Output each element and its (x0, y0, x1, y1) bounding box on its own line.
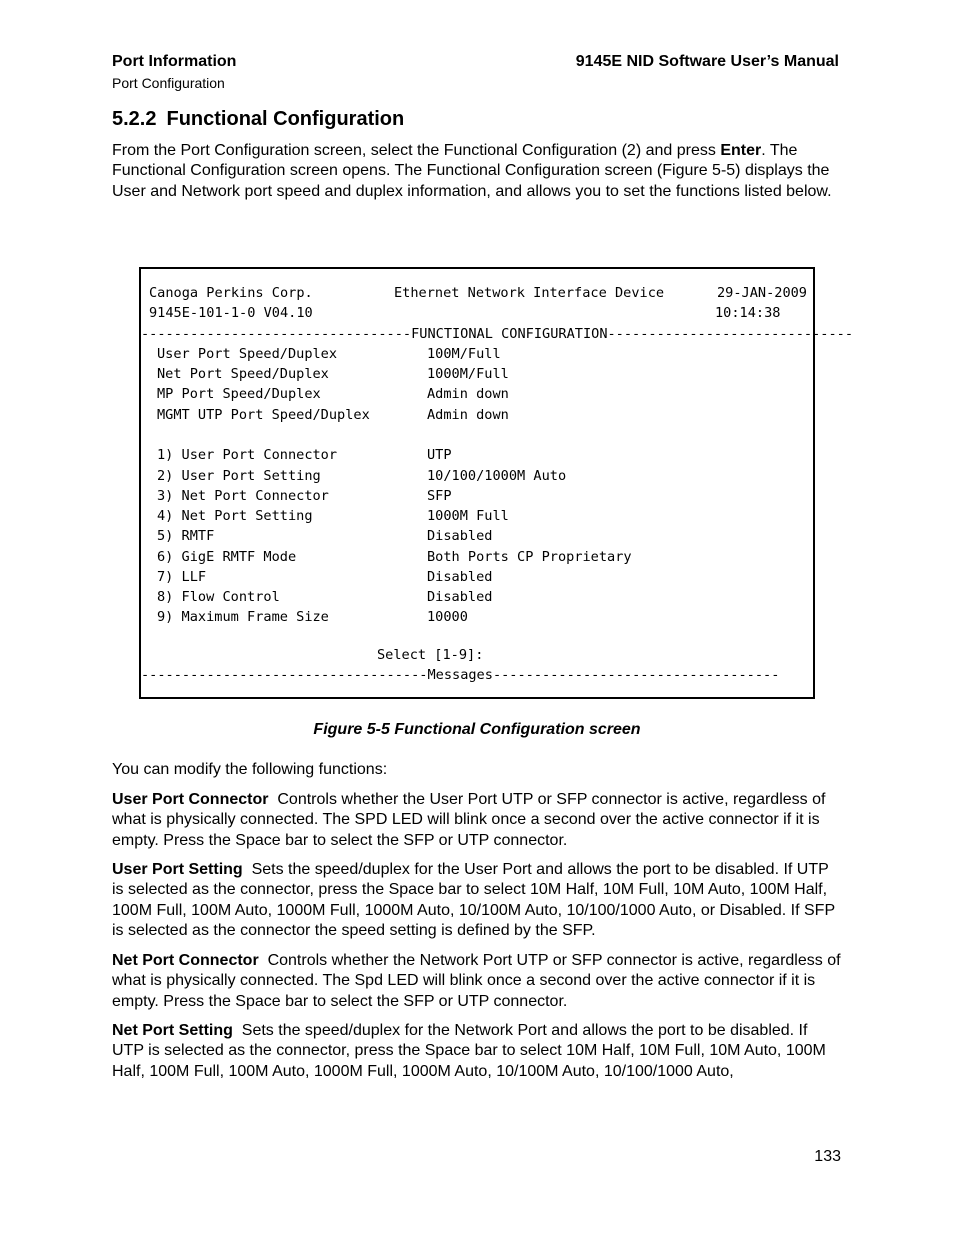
section-number: 5.2.2 (112, 108, 157, 130)
section-heading (112, 107, 404, 131)
terminal-company: Canoga Perkins Corp. (149, 285, 313, 301)
function-text: Controls whether the User Port UTP or SFP connector is active, regardless of what is physically connected. The SPD LED will blink once a second over the active connector if it is empty. Press the Space bar to select the SFP or UTP connector. (112, 791, 826, 849)
menu-option-label[interactable]: 9) Maximum Frame Size (157, 609, 329, 625)
intro-paragraph (112, 141, 842, 202)
function-name: Net Port Connector (112, 952, 259, 969)
messages-title: Messages (427, 667, 493, 683)
menu-option-label[interactable]: 3) Net Port Connector (157, 488, 329, 504)
header-section-title: Port Information (112, 53, 237, 70)
intro-text-start: From the Port Configuration screen, select the Functional Configuration (2) and press (112, 142, 721, 159)
menu-option-value: Disabled (427, 528, 493, 544)
function-description (112, 860, 842, 941)
status-label: User Port Speed/Duplex (157, 346, 338, 362)
function-name: User Port Connector (112, 791, 269, 808)
dash-separator: ----------------------------------- (141, 667, 428, 683)
menu-option-value: Disabled (427, 569, 493, 585)
config-title: FUNCTIONAL CONFIGURATION (411, 326, 608, 342)
status-label: MGMT UTP Port Speed/Duplex (157, 407, 370, 423)
dash-separator: ----------------------------------- (492, 667, 780, 683)
terminal-screen (139, 267, 854, 699)
menu-option-value: 10000 (427, 609, 468, 625)
menu-option-value: 1000M Full (427, 508, 509, 524)
terminal-device-name: Ethernet Network Interface Device (394, 285, 665, 301)
function-name: User Port Setting (112, 861, 243, 878)
section-title: Functional Configuration (166, 108, 405, 130)
header-manual-title: 9145E NID Software User’s Manual (575, 53, 839, 70)
menu-option-value: Disabled (427, 589, 493, 605)
menu-option-label[interactable]: 8) Flow Control (157, 589, 280, 605)
function-text: Controls whether the Network Port UTP or SFP connector is active, regardless of what is physically connected. The Spd LED will blink once a second over the active connector if it is empty. Press the Space bar to select the SFP or UTP connector. (112, 952, 841, 1010)
menu-option-label[interactable]: 1) User Port Connector (157, 447, 338, 463)
enter-key-name: Enter (720, 142, 762, 159)
terminal-date: 29-JAN-2009 (716, 285, 807, 301)
select-prompt[interactable]: Select [1-9]: (377, 647, 484, 663)
page-number: 133 (814, 1148, 841, 1165)
function-description (112, 790, 842, 851)
status-value: Admin down (427, 386, 509, 402)
status-label: Net Port Speed/Duplex (157, 366, 329, 382)
menu-option-value: UTP (427, 447, 452, 463)
menu-option-value: SFP (427, 488, 452, 504)
function-description (112, 951, 842, 1012)
dash-separator: ------------------------------ (607, 326, 854, 342)
config-title-rule (141, 326, 854, 342)
menu-option-label[interactable]: 6) GigE RMTF Mode (157, 549, 297, 565)
status-value: 1000M/Full (427, 366, 509, 382)
terminal-model-version: 9145E-101-1-0 V04.10 (149, 305, 313, 321)
intro-text-end: . The Functional Configuration screen opens. The Functional Configuration screen (Figure 5-5) displays the User and Network port speed and duplex information, and allows you to set the functions listed below. (112, 142, 832, 200)
header-subsection-title: Port Configuration (112, 75, 225, 91)
messages-rule (141, 667, 813, 683)
function-description (112, 1021, 842, 1082)
function-text: Sets the speed/duplex for the Network Port and allows the port to be disabled. If UTP is selected as the connector, press the Space bar to select 10M Half, 10M Full, 10M Auto, 100M Half, 100M Full, 100M Auto, 1000M Full, 1000M Auto, 10/100M Auto, 10/100/1000 Auto, (112, 1022, 826, 1080)
dash-separator: --------------------------------- (141, 326, 412, 342)
function-text: Sets the speed/duplex for the User Port and allows the port to be disabled. If UTP is selected as the connector, press the Space bar to select 10M Half, 10M Full, 10M Auto, 100M Half, 100M Full, 100M Auto, 1000M Full, 1000M Auto, 10/100M Auto, 10/100/1000 Auto, or Disabled. If SFP is selected as the connector the speed setting is defined by the SFP. (112, 861, 835, 939)
terminal-time: 10:14:38 (715, 305, 781, 321)
status-value: 100M/Full (427, 346, 501, 362)
status-label: MP Port Speed/Duplex (157, 386, 321, 402)
menu-option-value: Both Ports CP Proprietary (427, 549, 632, 565)
status-value: Admin down (427, 407, 509, 423)
figure-caption: Figure 5-5 Functional Configuration screen (313, 721, 641, 738)
menu-option-label[interactable]: 7) LLF (157, 569, 207, 585)
menu-option-value: 10/100/1000M Auto (427, 468, 567, 484)
running-header-left (112, 52, 236, 92)
modify-intro: You can modify the following functions: (112, 761, 388, 778)
menu-option-label[interactable]: 4) Net Port Setting (157, 508, 313, 524)
menu-option-label[interactable]: 5) RMTF (157, 528, 215, 544)
function-name: Net Port Setting (112, 1022, 233, 1039)
menu-option-label[interactable]: 2) User Port Setting (157, 468, 321, 484)
